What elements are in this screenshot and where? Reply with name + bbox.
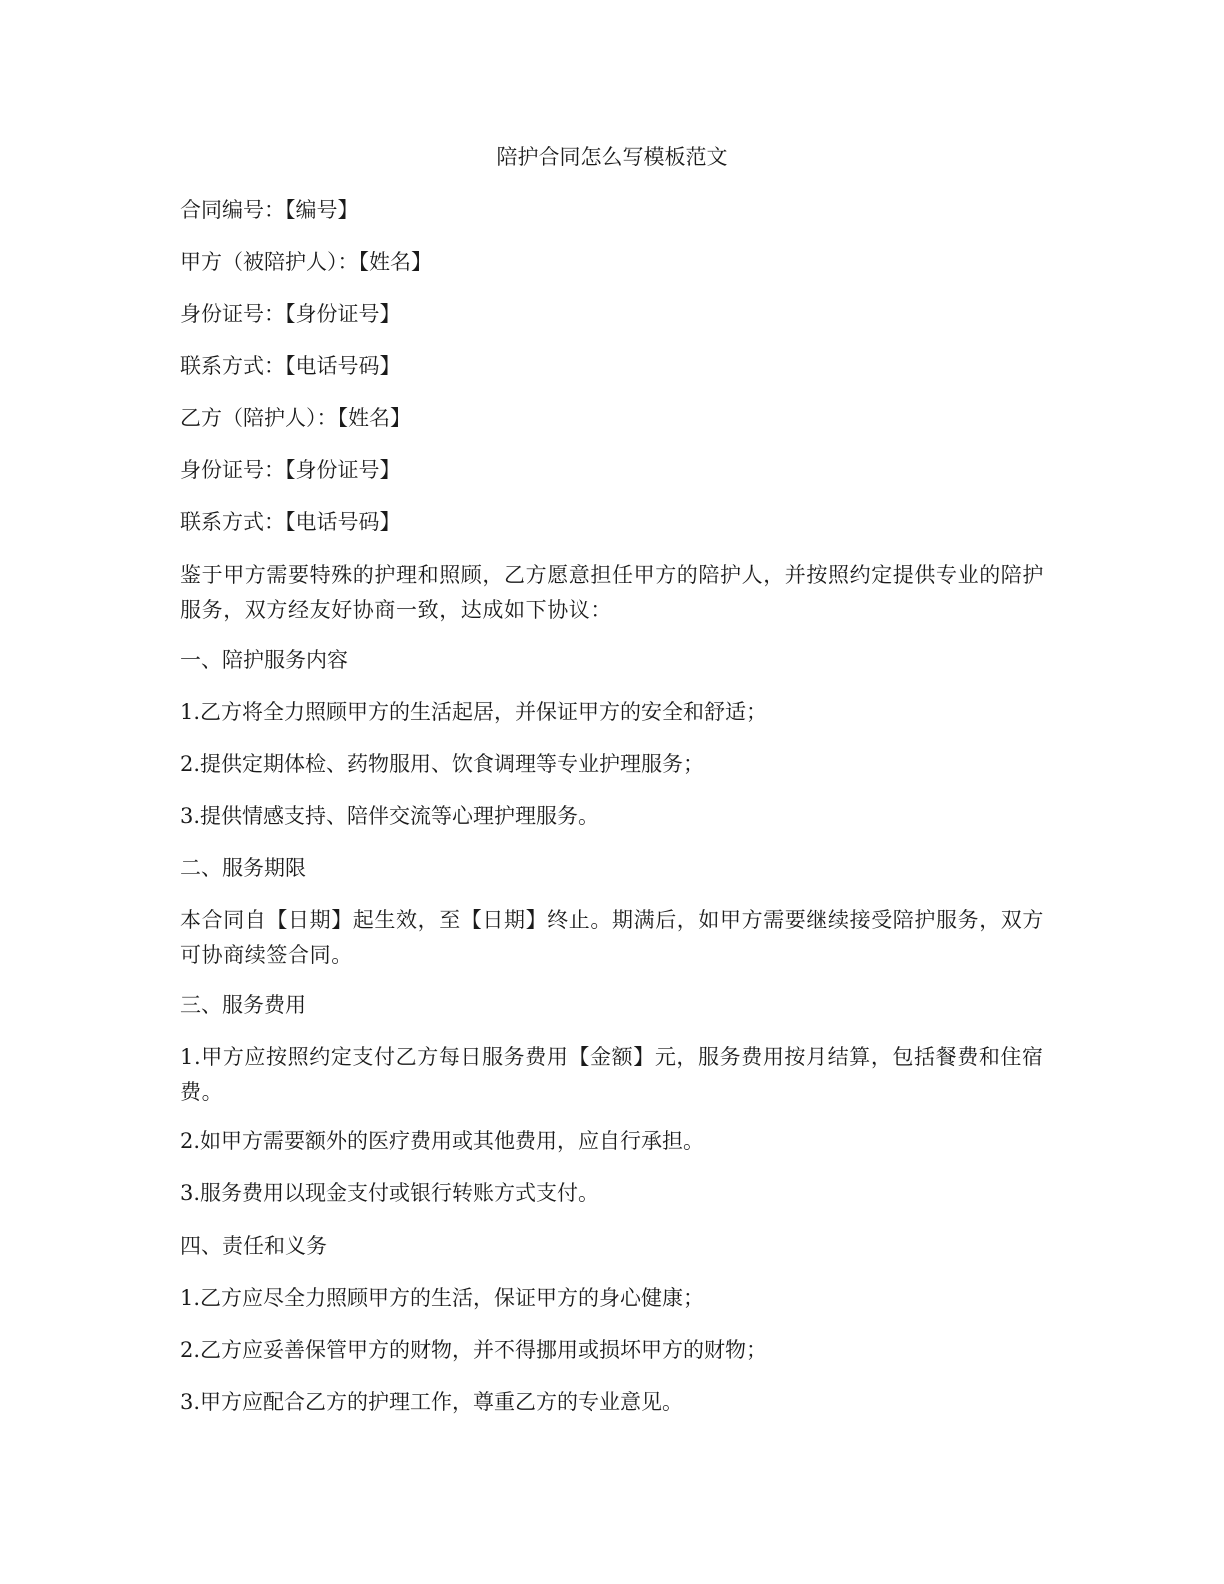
section-heading: 四、责任和义务: [180, 1234, 327, 1258]
document-title: 陪护合同怎么写模板范文: [496, 145, 728, 169]
party-a-id-field: 身份证号：【身份证号】: [180, 302, 401, 326]
section-heading: 一、陪护服务内容: [180, 648, 348, 672]
term-paragraph: 本合同自【日期】起生效，至【日期】终止。期满后，如甲方需要继续接受陪护服务，双方可协商续签合同。: [180, 908, 1044, 967]
party-a-name-field: 甲方（被陪护人）：【姓名】: [180, 250, 432, 274]
list-item: 2.提供定期体检、药物服用、饮食调理等专业护理服务；: [180, 752, 705, 776]
list-item: 1.乙方将全力照顾甲方的生活起居，并保证甲方的安全和舒适；: [180, 700, 768, 724]
party-a-contact-field: 联系方式：【电话号码】: [180, 354, 401, 378]
list-item: 3.甲方应配合乙方的护理工作，尊重乙方的专业意见。: [180, 1390, 684, 1414]
section-heading: 二、服务期限: [180, 856, 306, 880]
section-heading: 三、服务费用: [180, 993, 306, 1017]
party-b-contact-field: 联系方式：【电话号码】: [180, 510, 401, 534]
party-b-name-field: 乙方（陪护人）：【姓名】: [180, 406, 411, 430]
preamble-paragraph: 鉴于甲方需要特殊的护理和照顾，乙方愿意担任甲方的陪护人，并按照约定提供专业的陪护服务，双方经友好协商一致，达成如下协议：: [180, 563, 1044, 622]
list-item: 3.提供情感支持、陪伴交流等心理护理服务。: [180, 804, 600, 828]
list-item: 2.如甲方需要额外的医疗费用或其他费用，应自行承担。: [180, 1129, 705, 1153]
contract-number-field: 合同编号：【编号】: [180, 198, 359, 222]
list-item: 1.乙方应尽全力照顾甲方的生活，保证甲方的身心健康；: [180, 1286, 705, 1310]
list-item: 1.甲方应按照约定支付乙方每日服务费用【金额】元，服务费用按月结算，包括餐费和住宿费。: [180, 1045, 1044, 1104]
party-b-id-field: 身份证号：【身份证号】: [180, 458, 401, 482]
list-item: 3.服务费用以现金支付或银行转账方式支付。: [180, 1181, 600, 1205]
list-item: 2.乙方应妥善保管甲方的财物，并不得挪用或损坏甲方的财物；: [180, 1338, 768, 1362]
